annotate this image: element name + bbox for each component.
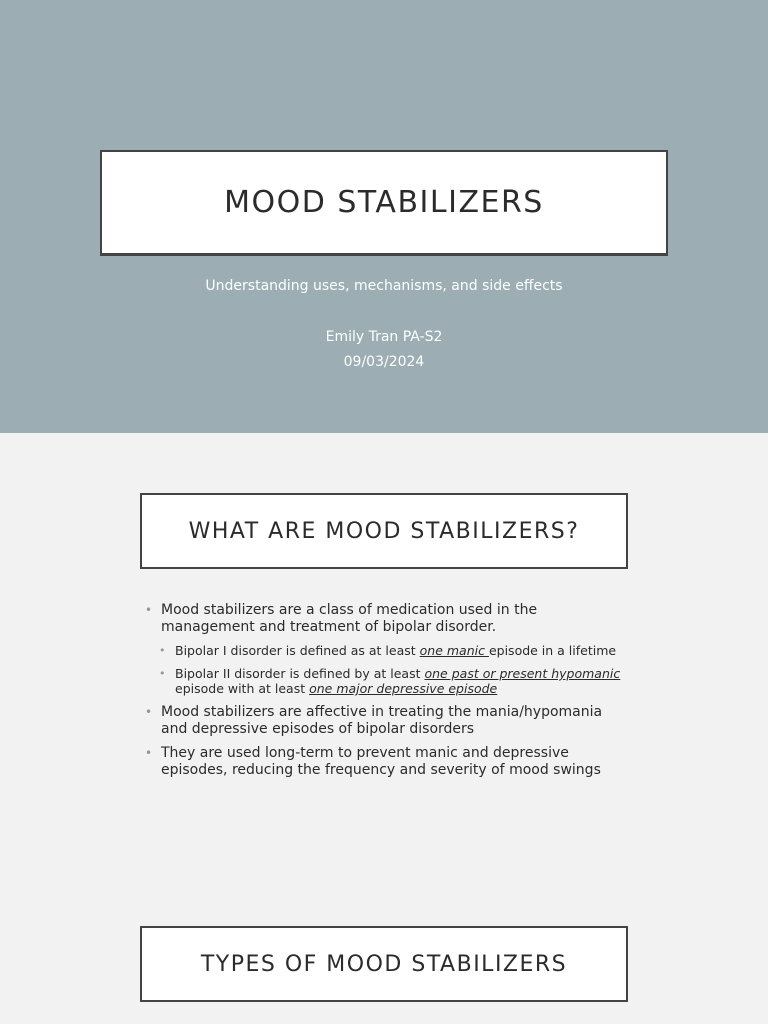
slide2-heading-box xyxy=(140,493,628,569)
bullet-marker: • xyxy=(145,603,153,617)
sub-bullet-item xyxy=(145,666,625,696)
bullet-text: Mood stabilizers are a class of medication used in the management and treatment of bipolar disorder. xyxy=(161,602,538,635)
slide2-heading: WHAT ARE MOOD STABILIZERS? xyxy=(188,518,580,544)
bullet-text: They are used long-term to prevent manic and depressive episodes, reducing the frequency and severity of mood swings xyxy=(161,745,601,778)
sub-bullet-text: Bipolar II disorder is defined by at least xyxy=(175,666,425,681)
presentation-subtitle: Understanding uses, mechanisms, and side effects xyxy=(205,278,563,294)
title-box xyxy=(100,150,668,256)
title-slide xyxy=(0,0,768,433)
bullet-marker: • xyxy=(159,644,166,657)
bullet-marker: • xyxy=(159,667,166,680)
bullet-marker: • xyxy=(145,746,153,760)
bullet-item xyxy=(145,745,625,779)
sub-bullet-text: episode in a lifetime xyxy=(488,643,617,658)
emphasis-text: one past or present hypomanic xyxy=(424,666,621,681)
bullet-marker: • xyxy=(145,705,153,719)
slide2-bullet-list xyxy=(145,602,625,786)
bullet-text: Mood stabilizers are affective in treating the mania/hypomania and depressive episodes of bipolar disorders xyxy=(161,704,603,737)
bullet-item xyxy=(145,704,625,738)
slide3-heading-box xyxy=(140,926,628,1002)
emphasis-text: one major depressive episode xyxy=(309,681,498,696)
author-name: Emily Tran PA-S2 xyxy=(325,329,443,345)
bullet-item xyxy=(145,602,625,636)
sub-bullet-item xyxy=(145,643,625,658)
emphasis-text: one manic xyxy=(419,643,489,658)
sub-bullet-text: episode with at least xyxy=(175,681,310,696)
slide3-heading: TYPES OF MOOD STABILIZERS xyxy=(200,951,568,977)
presentation-title: MOOD STABILIZERS xyxy=(224,185,544,220)
sub-bullet-text: Bipolar I disorder is defined as at least xyxy=(175,643,420,658)
presentation-date: 09/03/2024 xyxy=(343,354,425,370)
